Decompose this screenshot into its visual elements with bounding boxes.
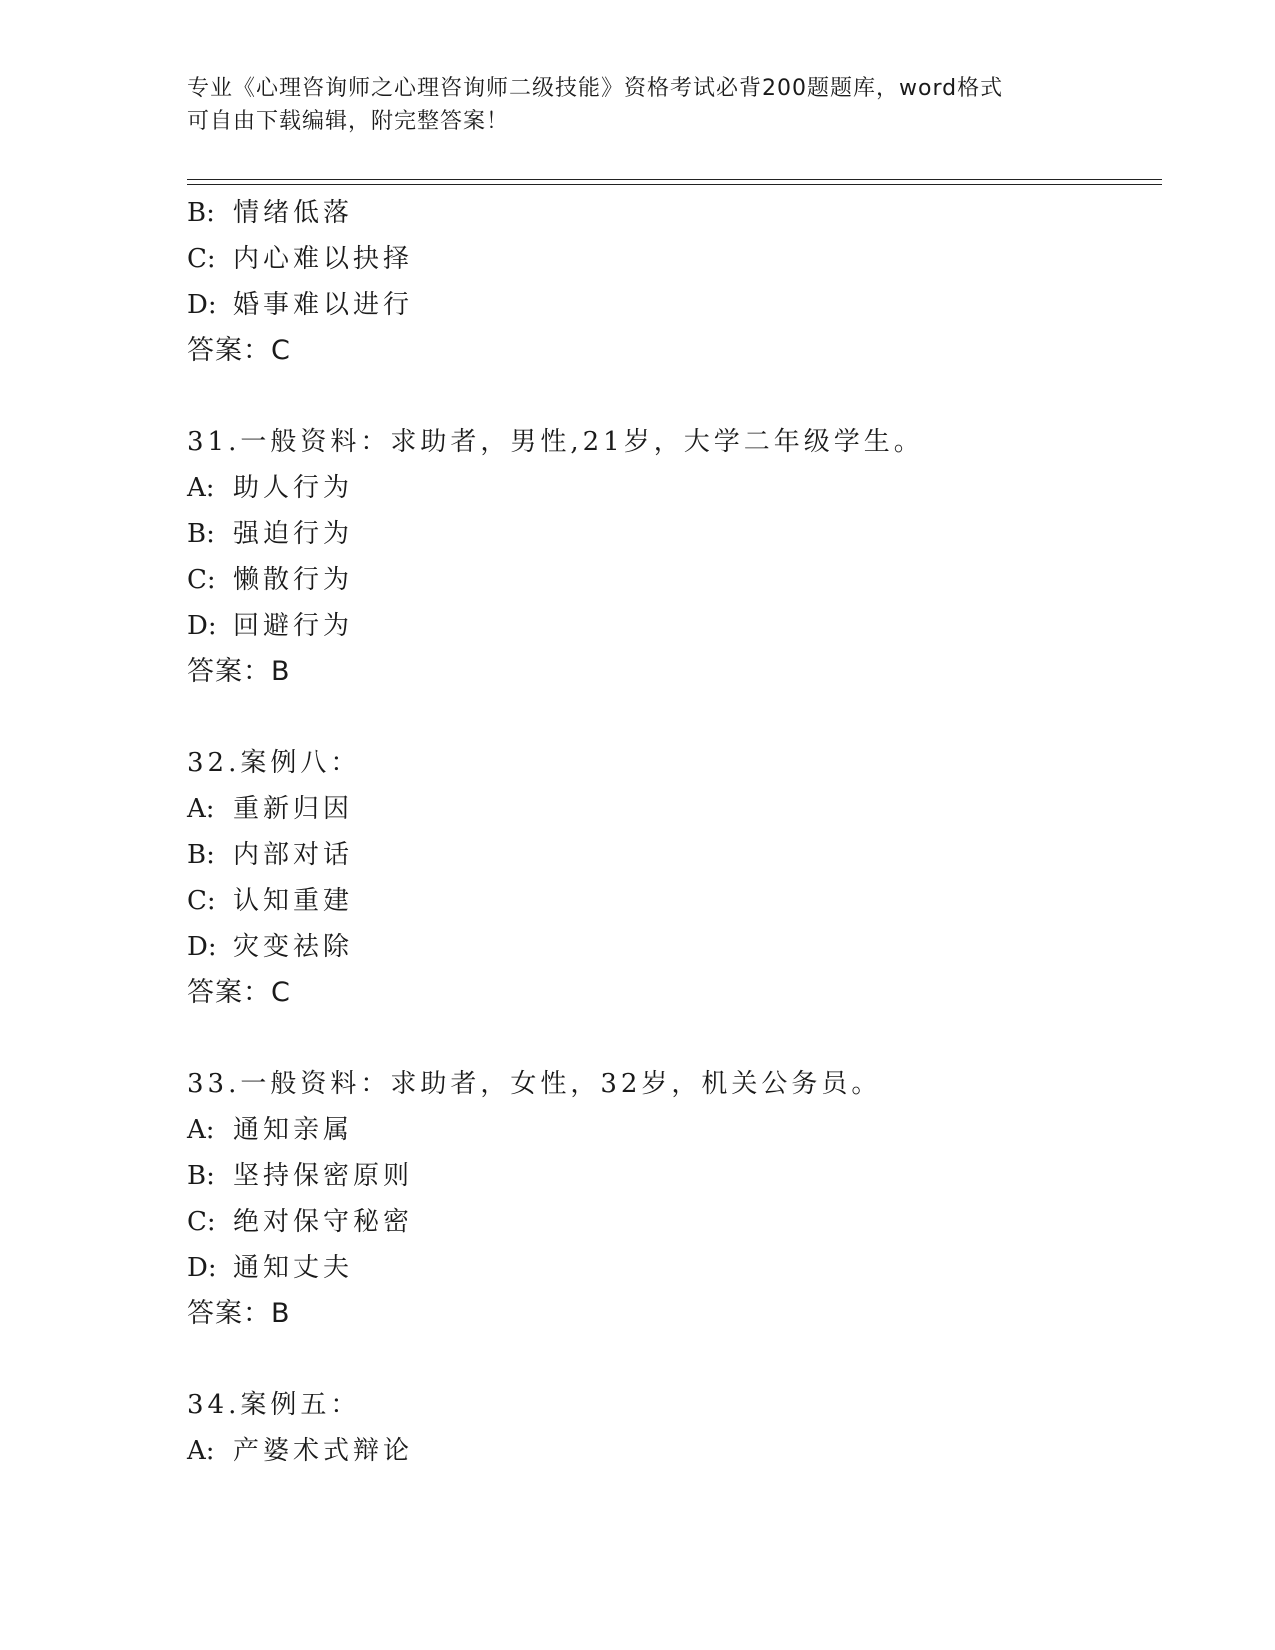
option-text: 重新归因 [233, 794, 354, 824]
question-stem: 31.一般资料：求助者，男性,21岁，大学二年级学生。 [187, 427, 924, 457]
header-divider-bottom [187, 184, 1162, 185]
option-text: 坚持保密原则 [233, 1161, 414, 1191]
option-letter: B: [187, 198, 215, 228]
block-spacer [187, 1016, 1167, 1061]
option-text: 内部对话 [233, 840, 354, 870]
option-letter: D: [187, 932, 217, 962]
option-letter: A: [187, 473, 215, 503]
header-line-2: 可自由下载编辑，附完整答案！ [187, 109, 510, 134]
option-letter: A: [187, 794, 215, 824]
question-stem: 33.一般资料：求助者，女性，32岁，机关公务员。 [187, 1069, 882, 1099]
option-letter: B: [187, 519, 215, 549]
option-text: 助人行为 [233, 473, 354, 503]
question-block-continued [187, 190, 1167, 374]
option-letter: C: [187, 244, 216, 274]
option-letter: C: [187, 886, 216, 916]
answer-line: 答案：C [187, 977, 291, 1008]
option-item [187, 282, 1167, 328]
question-stem: 34.案例五： [187, 1390, 361, 1420]
block-spacer [187, 1337, 1167, 1382]
question-block-31 [187, 419, 1167, 695]
option-item [187, 924, 1167, 970]
option-text: 绝对保守秘密 [233, 1207, 414, 1237]
answer-line: 答案：B [187, 1298, 291, 1329]
question-list [187, 190, 1167, 1474]
question-stem: 32.案例八： [187, 748, 361, 778]
option-item [187, 832, 1167, 878]
option-text: 产婆术式辩论 [233, 1436, 414, 1466]
option-letter: A: [187, 1115, 215, 1145]
option-text: 通知丈夫 [233, 1253, 354, 1283]
option-item [187, 190, 1167, 236]
header-divider-top [187, 179, 1162, 180]
option-item [187, 236, 1167, 282]
option-letter: C: [187, 1207, 216, 1237]
block-spacer [187, 374, 1167, 419]
question-block-33 [187, 1061, 1167, 1337]
option-text: 懒散行为 [233, 565, 354, 595]
option-letter: C: [187, 565, 216, 595]
option-item [187, 878, 1167, 924]
option-letter: D: [187, 1253, 217, 1283]
answer-line: 答案：C [187, 335, 291, 366]
option-item [187, 1428, 1167, 1474]
option-letter: B: [187, 840, 215, 870]
header-line-1: 专业《心理咨询师之心理咨询师二级技能》资格考试必背200题题库，word格式 [187, 76, 1004, 101]
option-text: 强迫行为 [233, 519, 354, 549]
option-letter: D: [187, 290, 217, 320]
option-text: 情绪低落 [233, 198, 354, 228]
option-text: 通知亲属 [233, 1115, 354, 1145]
option-text: 婚事难以进行 [233, 290, 414, 320]
option-letter: A: [187, 1436, 215, 1466]
option-letter: B: [187, 1161, 215, 1191]
option-letter: D: [187, 611, 217, 641]
option-item [187, 1199, 1167, 1245]
option-item [187, 786, 1167, 832]
question-block-32 [187, 740, 1167, 1016]
option-item [187, 465, 1167, 511]
option-item [187, 1153, 1167, 1199]
option-text: 回避行为 [233, 611, 354, 641]
question-block-34 [187, 1382, 1167, 1474]
option-item [187, 603, 1167, 649]
block-spacer [187, 695, 1167, 740]
option-text: 认知重建 [233, 886, 354, 916]
option-item [187, 557, 1167, 603]
option-text: 内心难以抉择 [233, 244, 414, 274]
answer-line: 答案：B [187, 656, 291, 687]
option-item [187, 511, 1167, 557]
option-text: 灾变祛除 [233, 932, 354, 962]
option-item [187, 1245, 1167, 1291]
document-header [187, 72, 1067, 138]
option-item [187, 1107, 1167, 1153]
